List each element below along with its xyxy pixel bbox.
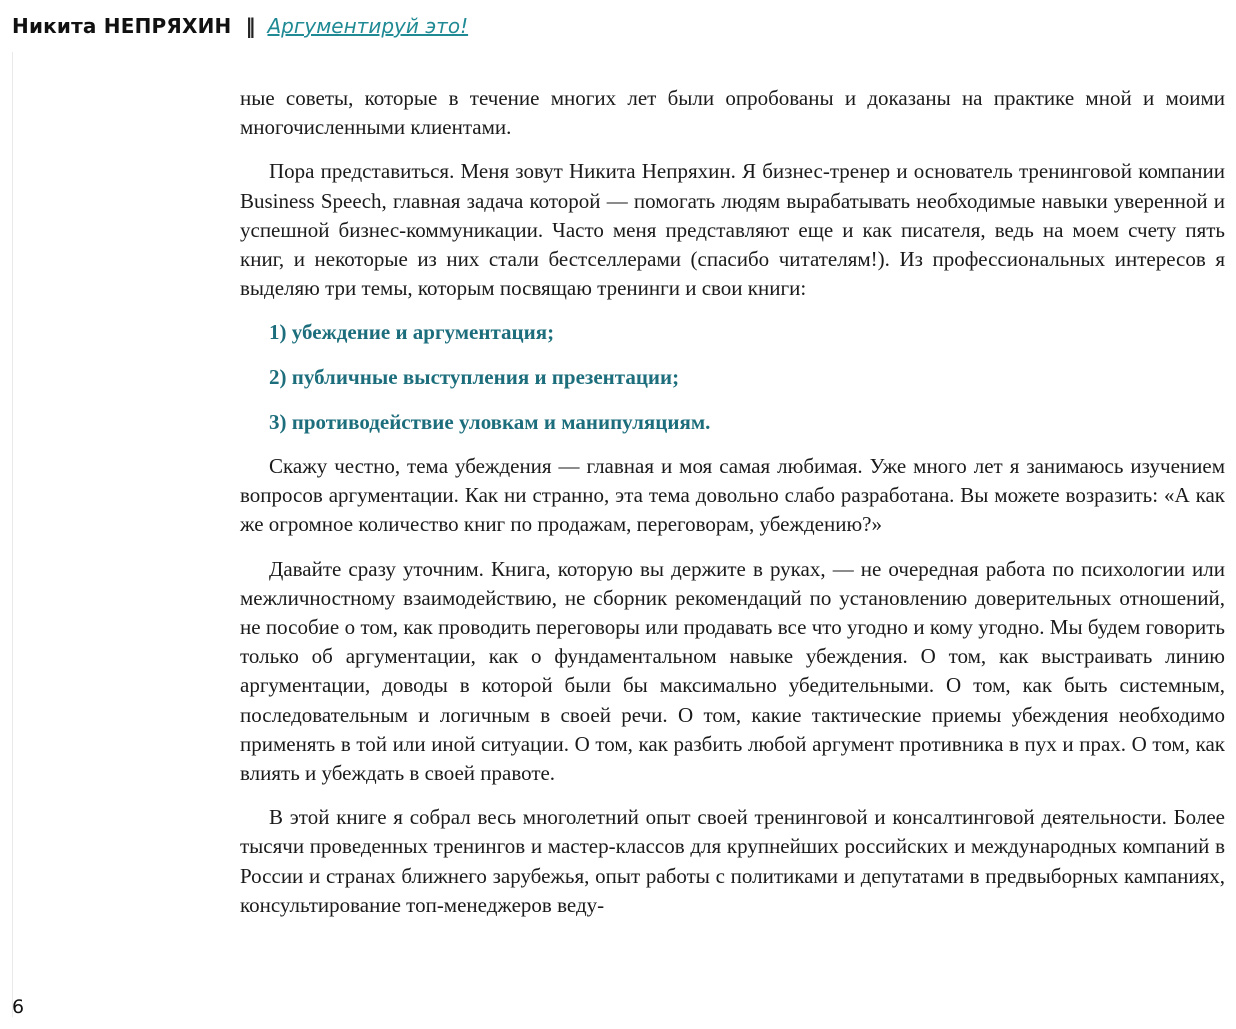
paragraph-clarification: Давайте сразу уточним. Книга, которую вы держите в руках, — не очередная работа по психологии или межличностному взаимодействию, не сборник рекомендаций по установлению доверительных отношений, не пособие о том, как проводить переговоры или продавать все что угодно и кому угодно. Мы будем говорить только об аргументации, как о фундаментальном навыке убеждения. О том, как выстраивать линию аргументации, доводы в которой были бы максимально убедительными. О том, как быть системным, последовательным и логичным в своей речи. О том, какие тактические приемы убеждения необходимо применять в той или иной ситуации. О том, как разбить любой аргумент противника в пух и прах. О том, как влиять и убеждать в своей правоте. [240, 556, 1225, 786]
page-number: 6 [12, 996, 25, 1018]
paragraph-persuasion: Скажу честно, тема убеждения — главная и моя самая любимая. Уже много лет я занимаюсь изучением вопросов аргументации. Как ни странно, эта тема довольно слабо разработана. Вы можете возразить: «А как же огромное количество книг по продажам, переговорам, убеждению?» [240, 454, 1225, 537]
body-text [240, 84, 1225, 935]
paragraph-introduction: Пора представиться. Меня зовут Никита Непряхин. Я бизнес-тренер и основатель тренинговой компании Business Speech, главная задача которой — помогать людям вырабатывать необходимые навыки уверенной и успешной бизнес-коммуникации. Часто меня представляют еще и как писателя, ведь на моем счету пять книг, и некоторые из них стали бестселлерами (спасибо читателям!). Из профессиональных интересов я выделяю три темы, которым посвящаю тренинги и свои книги: [240, 159, 1225, 301]
paragraph-continued: ные советы, которые в течение многих лет были опробованы и доказаны на практике мной и моими многочисленными клиентами. [240, 86, 1225, 140]
page-edge-rule [12, 52, 13, 1017]
book-title-link[interactable]: Аргументируй это! [267, 14, 469, 38]
header-separator: ‖ [245, 14, 256, 38]
topic-item: 2) публичные выступления и презентации; [269, 365, 680, 390]
topic-item: 1) убеждение и аргументация; [269, 320, 555, 345]
author-name: Никита НЕПРЯХИН [12, 14, 232, 38]
topic-item: 3) противодействие уловкам и манипуляциям. [269, 409, 711, 434]
topics-list [240, 318, 1225, 437]
running-header [12, 14, 468, 48]
paragraph-experience: В этой книге я собрал весь многолетний опыт своей тренинговой и консалтинговой деятельности. Более тысячи проведенных тренингов и мастер-классов для крупнейших российских и международных компаний в России и странах ближнего зарубежья, опыт работы с политиками и депутатами в предвыборных кампаниях, консультирование топ-менеджеров веду- [240, 805, 1225, 917]
